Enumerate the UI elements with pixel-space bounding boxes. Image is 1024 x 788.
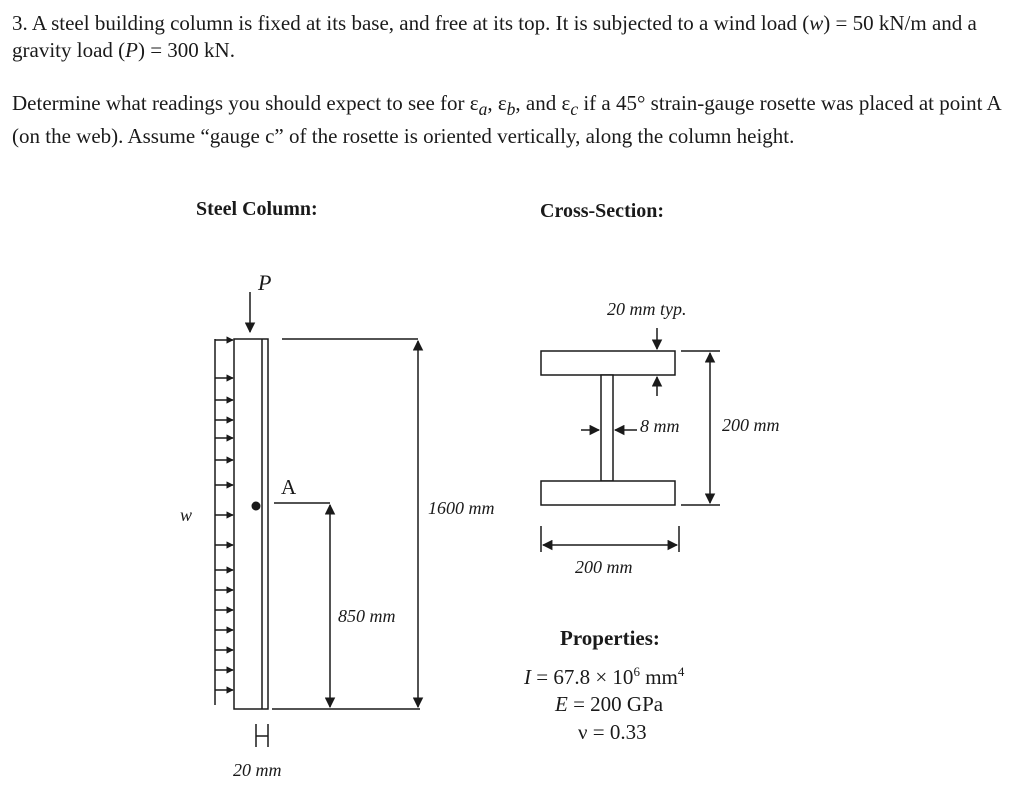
web — [601, 375, 613, 481]
top-flange — [541, 351, 675, 375]
column-body — [234, 339, 268, 709]
section-figure-title: Cross-Section: — [540, 200, 665, 222]
height-total-label: 1600 mm — [428, 498, 495, 518]
properties-title: Properties: — [560, 626, 660, 650]
point-a-marker — [252, 502, 261, 511]
depth-label: 200 mm — [722, 415, 780, 435]
load-p-label: P — [258, 270, 272, 295]
question-text: Determine what readings you should expect to see for $\varepsilon_a$, $\varepsilon_b$, and $\varepsilon_c$ if a 45° strain-gauge rosette was placed at point A (on the web). Assume “gauge c” of the rosette is oriented vertically, along the column height. — [12, 91, 1001, 149]
wind-w-label: w — [180, 505, 193, 525]
column-figure-title: Steel Column: — [196, 198, 318, 220]
wind-load-arrows — [215, 340, 233, 690]
flange-thickness-label: 20 mm typ. — [607, 299, 687, 319]
bottom-flange — [541, 481, 675, 505]
height-a-label: 850 mm — [338, 606, 396, 626]
poisson-property: ν = 0.33 — [578, 720, 647, 744]
column-width-label: 20 mm — [233, 760, 282, 780]
inertia-property: $I = 67.8 \times 10^6$ $mm^4$ — [524, 664, 685, 689]
flange-width-label: 200 mm — [575, 557, 633, 577]
problem-statement: 3. A steel building column is fixed at its base, and free at its top. It is subjected to a wind load (w) = 50 kN/m and a gravity load (P) = 300 kN. — [12, 11, 977, 62]
width-dimension — [256, 724, 268, 747]
point-a-label: A — [281, 475, 297, 499]
modulus-property: E = 200 GPa — [555, 692, 664, 716]
web-thickness-label: 8 mm — [640, 416, 680, 436]
